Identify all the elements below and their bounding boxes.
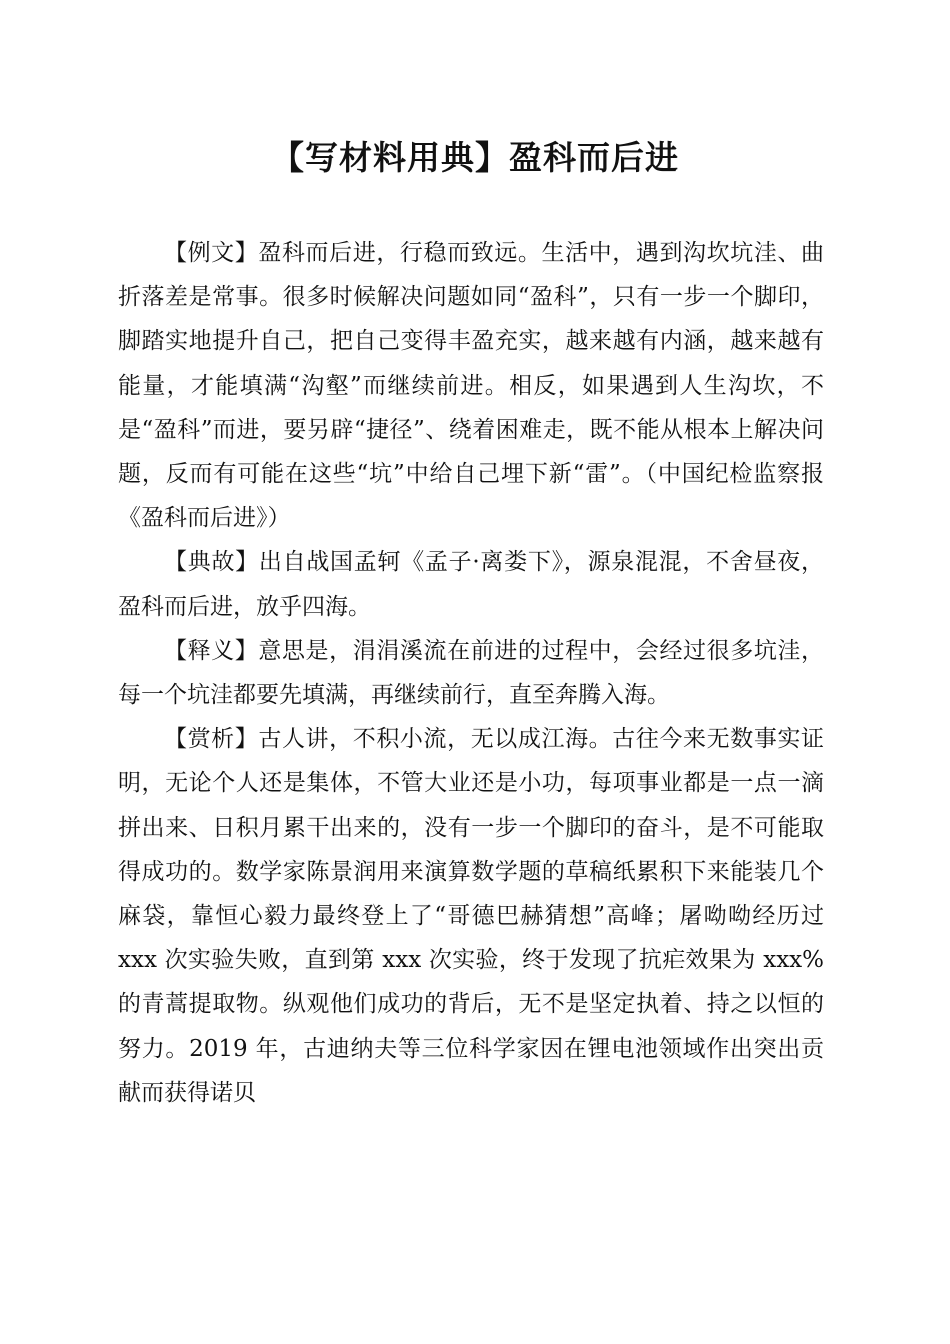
paragraph-label: 【释义】 (164, 637, 259, 664)
paragraph-appreciation (118, 717, 824, 1115)
paragraph-meaning (118, 629, 824, 717)
paragraph-label: 【赏析】 (164, 726, 259, 753)
paragraph-label: 【典故】 (164, 549, 259, 576)
document-title: 【写材料用典】盈科而后进 (271, 138, 679, 177)
paragraph-text: 意思是，涓涓溪流在前进的过程中，会经过很多坑洼，每一个坑洼都要先填满，再继续前行，直至奔腾入海。 (118, 637, 825, 709)
paragraph-text: 盈科而后进，行稳而致远。生活中，遇到沟坎坑洼、曲折落差是常事。很多时候解决问题如同“盈科”，只有一步一个脚印，脚踏实地提升自己，把自己变得丰盈充实，越来越有内涵，越来越有能量，才能填满“沟壑”而继续前进。相反，如果遇到人生沟坎，不是“盈科”而进，要另辟“捷径”、绕着困难走，既不能从根本上解决问题，反而有可能在这些“坑”中给自己埋下新“雷”。（中国纪检监察报《盈科而后进》） (118, 240, 825, 532)
paragraph-allusion (118, 540, 824, 628)
paragraph-text: 出自战国孟轲《孟子·离娄下》，源泉混混，不舍昼夜，盈科而后进，放乎四海。 (118, 549, 825, 620)
paragraph-text: 古人讲，不积小流，无以成江海。古往今来无数事实证明，无论个人还是集体，不管大业还是小功，每项事业都是一点一滴拼出来、日积月累干出来的，没有一步一个脚印的奋斗，是不可能取得成功的。数学家陈景润用来演算数学题的草稿纸累积下来能装几个麻袋，靠恒心毅力最终登上了“哥德巴赫猜想”高峰；屠呦呦经历过 xxx 次实验失败，直到第 xxx 次实验，终于发现了抗疟效果为 xxx%的青蒿提取物。纵观他们成功的背后，无不是坚定执着、持之以恒的努力。2019 年，古迪纳夫等三位科学家因在锂电池领域作出突出贡献而获得诺贝 (118, 726, 825, 1106)
document-body (118, 231, 824, 1115)
paragraph-example (118, 231, 824, 540)
paragraph-label: 【例文】 (164, 240, 259, 266)
